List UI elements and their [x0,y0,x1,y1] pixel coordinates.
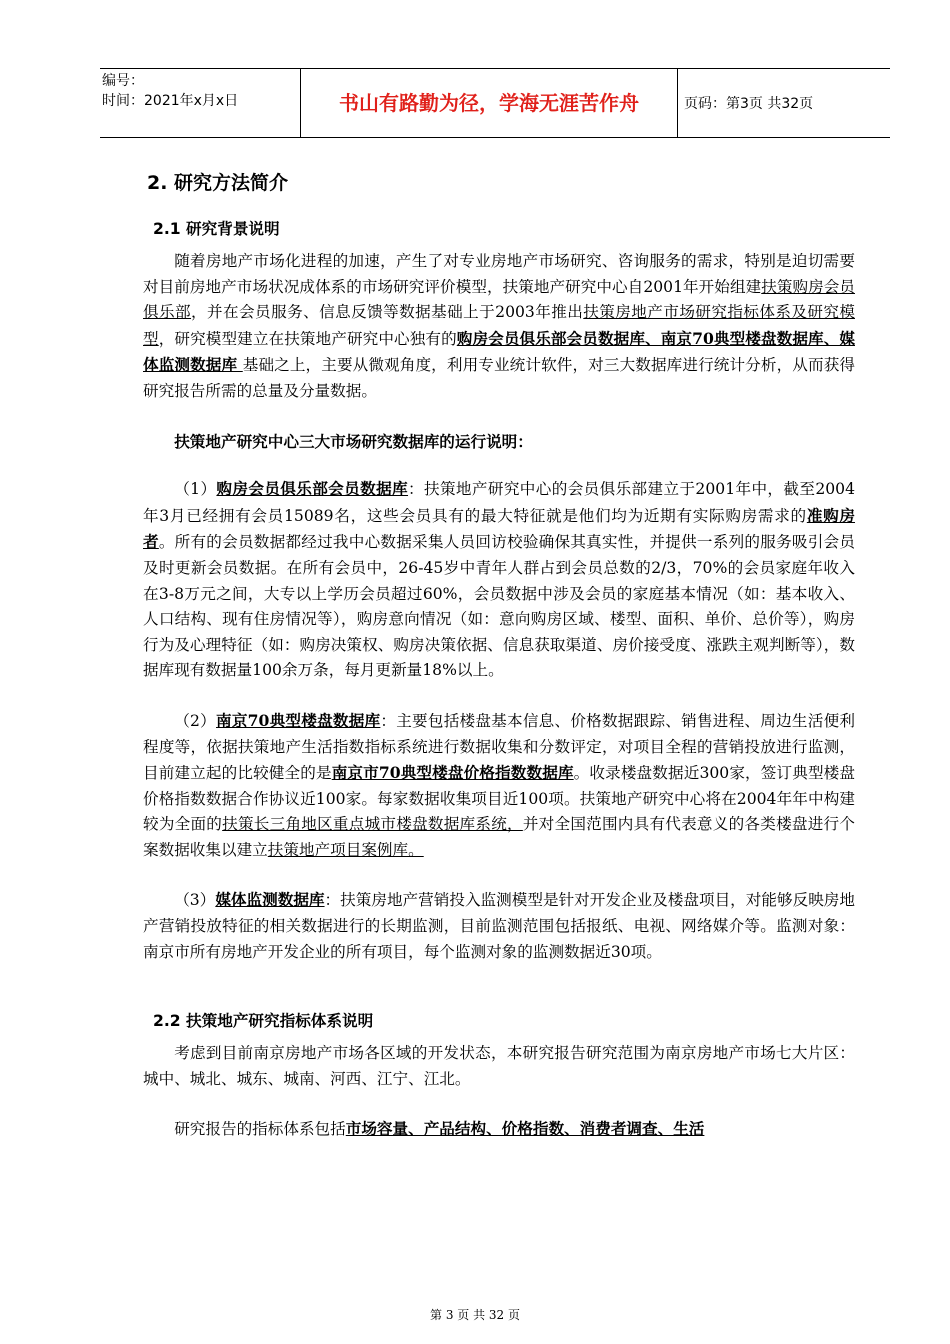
paragraph-index-system [143,1116,855,1143]
text-run: ，研究模型建立在扶策地产研究中心独有的 [158,329,457,348]
paragraph-db3 [143,887,855,965]
link-index-system[interactable]: 扶策房地产市场研究指标体系及研究模型 [143,303,855,348]
paragraph-background [143,249,855,405]
paragraph-db2 [143,708,855,864]
text-run: ，并在会员服务、信息反馈等数据基础上于2003年推出 [191,303,584,322]
link-member-club[interactable]: 扶策购房会员俱乐部 [143,277,855,322]
header-motto: 书山有路勤为径，学海无涯苦作舟 [300,69,678,137]
subsection-title-2-1: 2.1 研究背景说明 [153,220,280,238]
page-footer: 第 3 页 共 32 页 [430,1308,520,1322]
link-db3-name[interactable]: 媒体监测数据库 [215,890,325,910]
text-run: 研究报告的指标体系包括 [174,1120,346,1139]
header-number-label: 编号： [102,73,144,89]
text-run: ：扶策房地产营销投入监测模型是针对开发企业及楼盘项目，对能够反映房地产营销投放特征的相关数据进行的长期监测，目前监测范围包括报纸、电视、网络媒介等。监测对象：南京市所有房地产开发企业的所有项目，每个监测对象的监测数据近30项。 [143,891,855,961]
link-db2-name[interactable]: 南京70典型楼盘数据库 [216,710,381,730]
text-run: 并对全国范围内具有代表意义的各类楼盘进行个案数据收集以建立 [143,815,855,859]
text-run: 基础之上，主要从微观角度，利用专业统计软件，对三大数据库进行统计分析，从而获得研究报告所需的总量及分量数据。 [143,356,855,400]
page-header [100,68,890,138]
database-intro: 扶策地产研究中心三大市场研究数据库的运行说明： [174,431,533,451]
paragraph-db1 [143,476,855,684]
text-run: ：扶策地产研究中心的会员俱乐部建立于2001年中，截至2004年3月已经拥有会员15089名，这些会员具有的最大特征就是他们均为近期有实际购房需求的 [143,480,855,525]
list-number: （2） [174,711,216,730]
text-run: 随着房地产市场化进程的加速，产生了对专业房地产市场研究、咨询服务的需求，特别是迫切需要对目前房地产市场状况成体系的市场研究评价模型，扶策地产研究中心自2001年开始组建 [143,252,855,296]
document-body [143,160,855,1143]
link-price-index-db[interactable]: 南京市70典型楼盘价格指数数据库 [331,763,574,783]
subsection-title-2-2: 2.2 扶策地产研究指标体系说明 [153,1012,374,1031]
text-run: ：主要包括楼盘基本信息、价格数据跟踪、销售进程、周边生活便利程度等，依据扶策地产生活指数指标系统进行数据收集和分数评定，对项目全程的营销投放进行监测，目前建立起的比较健全的是 [143,711,855,783]
text-run: 。收录楼盘数据近300家，签订典型楼盘价格指数数据合作协议近100家。每家数据收集项目近100项。扶策地产研究中心将在2004年年中构建较为全面的 [143,764,855,834]
header-date-label: 时间：2021年x月x日 [102,93,239,109]
link-db1-name[interactable]: 购房会员俱乐部会员数据库 [216,479,409,499]
header-page-label: 页码：第3页 共32页 [684,96,814,112]
link-yangtze-db[interactable]: 扶策长三角地区重点城市楼盘数据库系统， [222,815,523,834]
link-index-items[interactable]: 市场容量、产品结构、价格指数、消费者调查、生活 [345,1119,705,1139]
link-three-databases[interactable]: 购房会员俱乐部会员数据库、南京70典型楼盘数据库、媒体监测数据库 [143,328,855,375]
header-left-cell [102,71,300,111]
text-run: 。所有的会员数据都经过我中心数据采集人员回访校验确保其真实性，并提供一系列的服务吸引会员及时更新会员数据。在所有会员中，26-45岁中青年人群占到会员总数的2/3，70%的会员家庭年收入在3-8万元之间，大专以上学历会员超过60%，会员数据中涉及会员的家庭基本情况（如：基本收入、人口结构、现有住房情况等），购房意向情况（如：意向购房区域、楼型、面积、单价、总价等），购房行为及心理特征（如：购房决策权、购房决策依据、信息获取渠道、房价接受度、涨跌主观判断等），数据库现有数据量100余万条，每月更新量18%以上。 [143,533,855,680]
link-prospective-buyers[interactable]: 准购房者 [143,505,855,552]
link-case-library[interactable]: 扶策地产项目案例库。 [267,840,424,859]
section-title: 2. 研究方法简介 [147,172,289,194]
paragraph-scope: 考虑到目前南京房地产市场各区域的开发状态，本研究报告研究范围为南京房地产市场七大片区：城中、城北、城东、城南、河西、江宁、江北。 [143,1044,855,1088]
list-number: （3） [174,891,216,910]
list-number: （1） [174,480,217,499]
